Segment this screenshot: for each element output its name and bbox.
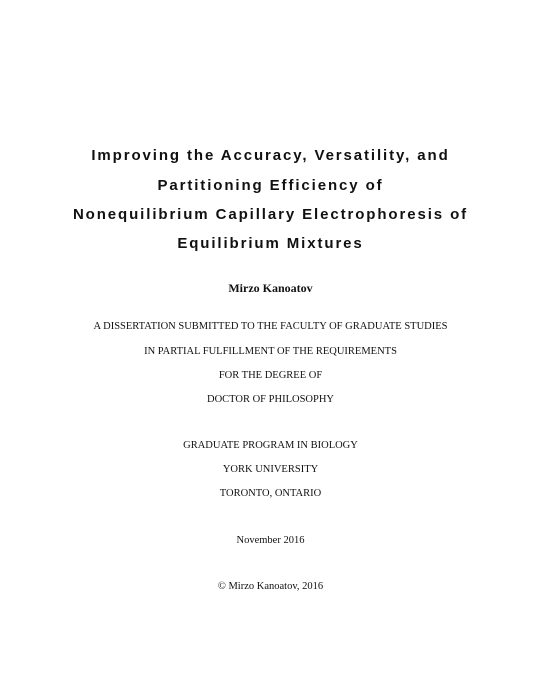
university-name: YORK UNIVERSITY [222, 464, 319, 475]
program-name: GRADUATE PROGRAM IN BIOLOGY [183, 440, 358, 451]
submission-line-4: DOCTOR OF PHILOSOPHY [207, 394, 334, 405]
thesis-title-line-1: Improving the Accuracy, Versatility, and [91, 147, 450, 164]
copyright-notice: © Mirzo Kanoatov, 2016 [217, 581, 324, 592]
submission-date: November 2016 [236, 535, 305, 546]
author-name: Mirzo Kanoatov [228, 281, 313, 295]
university-location: TORONTO, ONTARIO [219, 488, 322, 499]
thesis-title-line-2: Partitioning Efficiency of [157, 177, 384, 194]
submission-line-3: FOR THE DEGREE OF [218, 370, 323, 381]
thesis-title-line-3: Nonequilibrium Capillary Electrophoresis of [72, 206, 469, 223]
submission-line-1: A DISSERTATION SUBMITTED TO THE FACULTY OF GRADUATE STUDIES [93, 321, 448, 332]
submission-line-2: IN PARTIAL FULFILLMENT OF THE REQUIREMENTS [144, 346, 397, 357]
thesis-title-line-4: Equilibrium Mixtures [177, 235, 364, 252]
